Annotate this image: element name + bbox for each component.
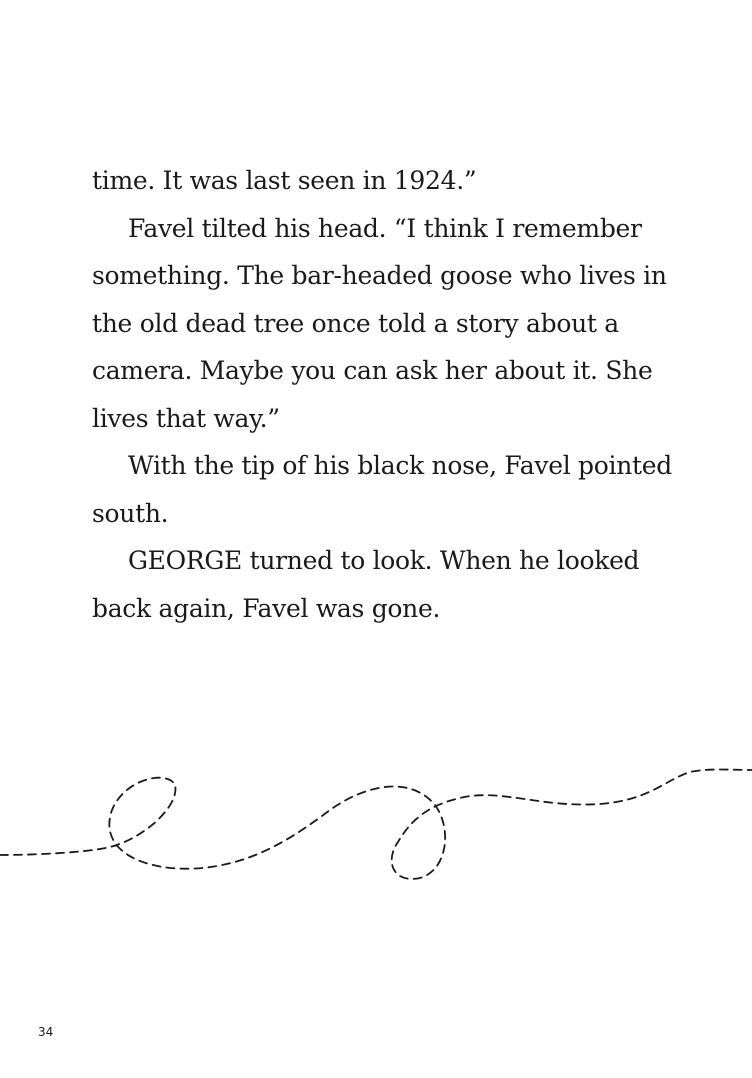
- paragraph-4: GEORGE turned to look. When he looked back again, Favel was gone.: [92, 546, 647, 623]
- dashed-trail-icon: [0, 760, 752, 890]
- dashed-trail-path: [0, 770, 752, 879]
- story-text: [92, 157, 692, 632]
- paragraph-1: time. It was last seen in 1924.”: [92, 166, 477, 195]
- paragraph-2: Favel tilted his head. “I think I remember something. The bar-headed goose who lives in the old dead tree once told a story about a camera. Maybe you can ask her about it. She lives that way.”: [92, 213, 675, 433]
- page-number: 34: [38, 1025, 54, 1039]
- paragraph-3: With the tip of his black nose, Favel pointed south.: [92, 451, 680, 528]
